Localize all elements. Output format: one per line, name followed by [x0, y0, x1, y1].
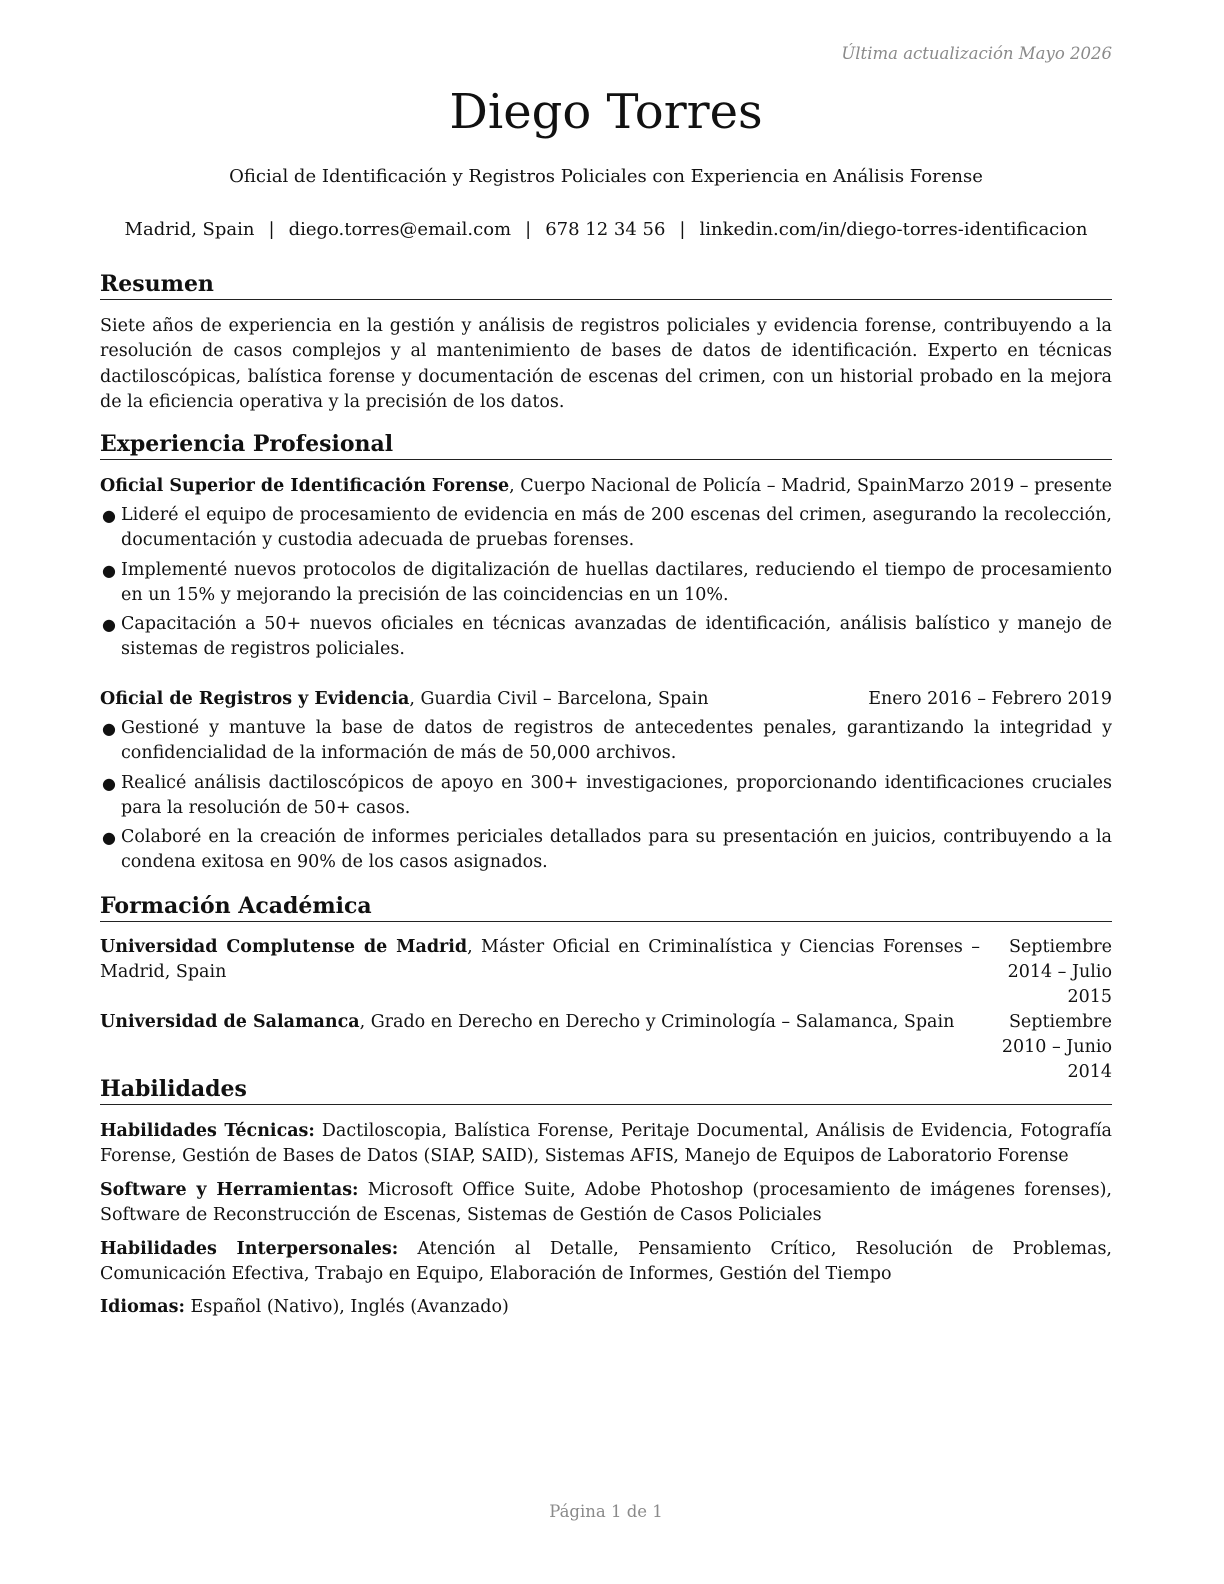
skill-label: Habilidades Técnicas: — [100, 1121, 315, 1141]
skill-group — [100, 1237, 1112, 1287]
education-entry — [100, 1010, 1112, 1085]
skill-group — [100, 1295, 1112, 1320]
contact-separator: | — [268, 219, 275, 240]
contact-separator: | — [525, 219, 532, 240]
skill-text: Atención al Detalle, Pensamiento Crítico, Resolución de Problemas, Comunicación Efectiva, Trabajo en Equipo, Elaboración de Informes, Gestión del Tiempo — [100, 1239, 1112, 1284]
job-role: Oficial de Registros y Evidencia — [100, 689, 410, 709]
job-dates: Marzo 2019 – presente — [907, 476, 1112, 496]
job-header — [100, 474, 1112, 499]
education-detail: , Máster Oficial en Criminalística y Ciencias Forenses – Madrid, Spain — [100, 937, 980, 982]
contact-line — [100, 219, 1112, 240]
contact-separator: | — [679, 219, 686, 240]
summary-text: Siete años de experiencia en la gestión y análisis de registros policiales y evidencia forense, contribuyendo a la resolución de casos complejos y al mantenimiento de bases de datos de identificación. Experto en técnicas dactiloscópicas, balística forense y documentación de escenas del crimen, con un historial probado en la mejora de la eficiencia operativa y la precisión de los datos. — [100, 316, 1112, 412]
skill-label: Software y Herramientas: — [100, 1180, 359, 1200]
section-title-education: Formación Académica — [100, 892, 1112, 922]
bullet-icon: ● — [102, 560, 116, 580]
last-updated: Última actualización Mayo 2026 — [841, 44, 1112, 63]
education-dates: Septiembre 2014 – Julio 2015 — [1007, 937, 1112, 1007]
list-item: ● Colaboré en la creación de informes periciales detallados para su presentación en juicios, contribuyendo a la condena exitosa en 90% de los casos asignados. — [102, 827, 1112, 872]
contact-location: Madrid, Spain — [124, 219, 255, 240]
skill-label: Idiomas: — [100, 1297, 185, 1317]
page-number: Página 1 de 1 — [549, 1502, 663, 1521]
education-description — [100, 935, 980, 985]
skill-group — [100, 1119, 1112, 1169]
resume-page — [100, 0, 1112, 1584]
list-item: ● Gestioné y mantuve la base de datos de registros de antecedentes penales, garantizando la integridad y confidencialidad de la información de más de 50,000 archivos. — [102, 718, 1112, 763]
bullet-icon: ● — [102, 615, 116, 634]
section-title-experience: Experiencia Profesional — [100, 430, 1112, 460]
candidate-headline: Oficial de Identificación y Registros Policiales con Experiencia en Análisis Forense — [229, 166, 983, 187]
list-item: ● Capacitación a 50+ nuevos oficiales en técnicas avanzadas de identificación, análisis balístico y manejo de sistemas de registros policiales. — [102, 614, 1112, 659]
skill-group — [100, 1178, 1112, 1228]
skill-text: Microsoft Office Suite, Adobe Photoshop (procesamiento de imágenes forenses), Software de Reconstrucción de Escenas, Sistemas de Gestión de Casos Policiales — [100, 1180, 1112, 1225]
job-title-line — [100, 474, 907, 499]
job-header — [100, 687, 1112, 712]
job-bullets — [100, 716, 1112, 880]
bullet-icon: ● — [102, 506, 116, 525]
skill-text: Español (Nativo), Inglés (Avanzado) — [184, 1297, 509, 1317]
skill-text: Dactiloscopia, Balística Forense, Peritaje Documental, Análisis de Evidencia, Fotografía Forense, Gestión de Bases de Datos (SIAP, SAID), Sistemas AFIS, Manejo de Equipos de Laboratorio Forense — [100, 1121, 1112, 1166]
candidate-name: Diego Torres — [449, 84, 763, 140]
contact-linkedin[interactable]: linkedin.com/in/diego-torres-identificacion — [699, 219, 1088, 240]
bullet-icon: ● — [102, 828, 116, 847]
education-entry — [100, 935, 1112, 1010]
job-title-line — [100, 687, 709, 712]
list-item: ● Realicé análisis dactiloscópicos de apoyo en 300+ investigaciones, proporcionando identificaciones cruciales para la resolución de 50+ casos. — [102, 772, 1112, 818]
job-role: Oficial Superior de Identificación Forense — [100, 476, 510, 496]
contact-phone: 678 12 34 56 — [545, 219, 666, 240]
bullet-icon: ● — [102, 719, 116, 738]
job-org: , Guardia Civil – Barcelona, Spain — [409, 689, 709, 709]
education-dates: Septiembre 2010 – Junio 2014 — [1001, 1012, 1112, 1082]
list-item: ● Implementé nuevos protocolos de digitalización de huellas dactilares, reduciendo el tiempo de procesamiento en un 15% y mejorando la precisión de las coincidencias en un 10%. — [102, 559, 1112, 605]
job-bullets — [100, 503, 1112, 667]
skill-label: Habilidades Interpersonales: — [100, 1239, 399, 1259]
list-item: ● Lideré el equipo de procesamiento de evidencia en más de 200 escenas del crimen, asegurando la recolección, documentación y custodia adecuada de pruebas forenses. — [102, 505, 1112, 550]
education-description — [100, 1010, 980, 1035]
job-org: , Cuerpo Nacional de Policía – Madrid, Spain — [509, 476, 908, 496]
section-title-skills: Habilidades — [100, 1075, 1112, 1105]
education-detail: , Grado en Derecho en Derecho y Criminología – Salamanca, Spain — [359, 1012, 955, 1032]
job-dates: Enero 2016 – Febrero 2019 — [868, 689, 1112, 709]
section-title-summary: Resumen — [100, 270, 1112, 300]
education-institution: Universidad de Salamanca — [100, 1012, 360, 1032]
bullet-icon: ● — [102, 773, 116, 793]
education-institution: Universidad Complutense de Madrid — [100, 937, 468, 957]
contact-email[interactable]: diego.torres@email.com — [288, 219, 512, 240]
